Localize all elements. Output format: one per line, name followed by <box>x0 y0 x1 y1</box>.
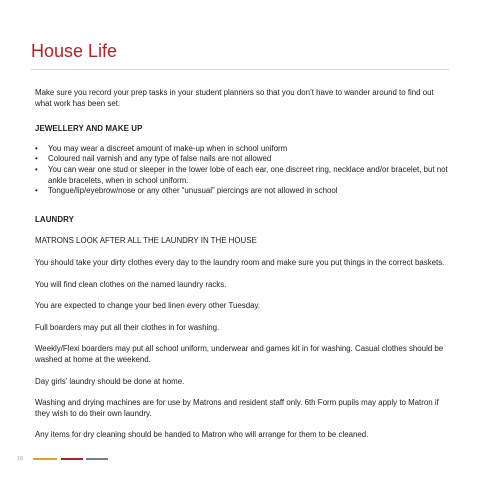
footer-bar-grey <box>86 458 108 460</box>
laundry-heading: LAUNDRY <box>35 214 74 224</box>
jewellery-heading: JEWELLERY AND MAKE UP <box>35 124 143 134</box>
list-item-text: Coloured nail varnish and any type of false nails are not allowed <box>48 154 272 164</box>
intro-paragraph: Make sure you record your prep tasks in your student planners so that you don’t have to wander around to find out what work has been set. <box>35 88 434 108</box>
laundry-paragraph: Weekly/Flexi boarders may put all school uniform, underwear and games kit in for washing. Casual clothes should be washed at home at the weekend. <box>35 344 444 364</box>
list-item-text: You can wear one stud or sleeper in the lower lobe of each ear, one discreet ring, necklace and/or bracelet, but not ankle bracelets, when in school uniform. <box>48 164 448 185</box>
footer-bar-red <box>61 458 83 460</box>
footer-bar-gold <box>33 458 57 460</box>
laundry-paragraph: Washing and drying machines are for use by Matrons and resident staff only. 6th Form pupils may apply to Matron if they wish to do their own laundry. <box>35 398 439 418</box>
list-item <box>35 186 450 197</box>
list-item-text: Tongue/lip/eyebrow/nose or any other “unusual” piercings are not allowed in school <box>48 186 338 196</box>
bullet-icon: • <box>35 164 38 174</box>
jewellery-list <box>35 144 450 197</box>
list-item <box>35 144 450 155</box>
page-title: House Life <box>31 41 118 61</box>
laundry-paragraph: You are expected to change your bed linen every other Tuesday. <box>35 301 261 311</box>
page-number: 16 <box>17 456 24 462</box>
bullet-icon: • <box>35 186 38 196</box>
laundry-paragraph: Day girls’ laundry should be done at home. <box>35 376 185 386</box>
laundry-paragraph: You will find clean clothes on the named laundry racks. <box>35 279 227 289</box>
laundry-paragraph: Any items for dry cleaning should be handed to Matron who will arrange for them to be cleaned. <box>35 430 369 440</box>
page-content <box>35 88 450 452</box>
list-item <box>35 165 450 186</box>
laundry-paragraph: MATRONS LOOK AFTER ALL THE LAUNDRY IN THE HOUSE <box>35 236 257 246</box>
list-item-text: You may wear a discreet amount of make-up when in school uniform <box>48 143 288 153</box>
title-divider <box>31 69 449 70</box>
laundry-paragraph: Full boarders may put all their clothes in for washing. <box>35 322 220 332</box>
list-item <box>35 154 450 165</box>
laundry-paragraph: You should take your dirty clothes every day to the laundry room and make sure you put things in the correct baskets. <box>35 257 445 267</box>
bullet-icon: • <box>35 143 38 153</box>
bullet-icon: • <box>35 154 38 164</box>
